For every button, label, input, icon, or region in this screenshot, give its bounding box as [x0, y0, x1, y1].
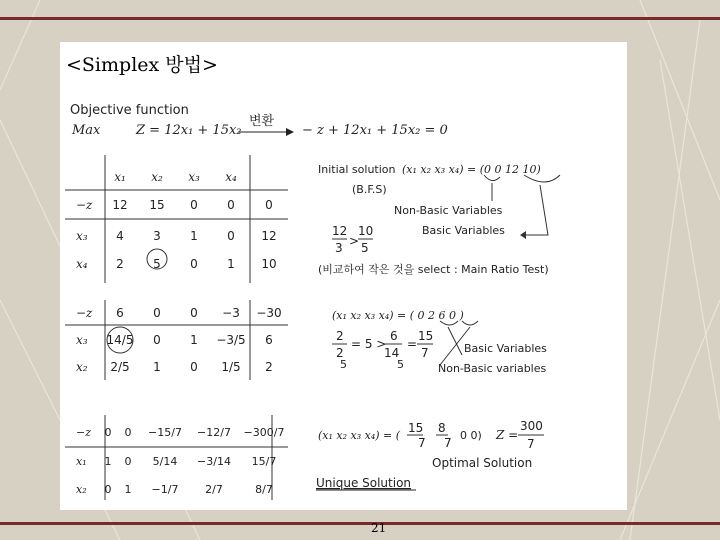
row-label: −z [76, 306, 93, 320]
basic-label: Basic Variables [422, 224, 505, 237]
notes-final [316, 419, 544, 490]
cell: 6 [265, 333, 273, 347]
cell: 3 [153, 229, 161, 243]
row-label: x₃ [76, 229, 88, 243]
value-den: 7 [444, 436, 452, 450]
cell: 8/7 [255, 483, 273, 496]
header-x3: x₃ [188, 170, 200, 184]
final-vector-prefix: (x₁ x₂ x₃ x₄) = ( [318, 429, 401, 442]
cell: 1 [190, 333, 198, 347]
ratio-comparison [332, 329, 433, 371]
cell: 0 [265, 198, 273, 212]
cell: 15/7 [251, 455, 277, 468]
cell: 0 [153, 306, 161, 320]
cell: 10 [261, 257, 277, 271]
row-label: −z [76, 198, 93, 212]
cell: 0 [190, 306, 198, 320]
initial-solution-vector: (x₁ x₂ x₃ x₄) = (0 0 12 10) [402, 163, 541, 176]
header-x4: x₄ [225, 170, 237, 184]
row-label: x₂ [76, 483, 87, 496]
z-num: 300 [520, 419, 543, 433]
fraction-num: 2 [336, 329, 344, 343]
cell: 0 [124, 455, 132, 468]
ratio-den2: 5 [361, 241, 369, 255]
value-den: 7 [418, 436, 426, 450]
ratio-test-label: (비교하여 작은 것을 select : Main Ratio Test) [318, 263, 549, 276]
ratio-num2: 10 [358, 224, 374, 238]
cell: 0 [190, 198, 198, 212]
tableau-second [65, 300, 288, 380]
cell: 0 [227, 229, 235, 243]
cell: 1 [153, 360, 161, 374]
notes-initial [318, 163, 560, 276]
value-num: 15 [408, 421, 424, 435]
fraction-den: 14 [384, 346, 400, 360]
fraction-den: 7 [421, 346, 429, 360]
cell: −3 [222, 306, 240, 320]
cell: −30 [256, 306, 282, 320]
transform-arrow [238, 128, 294, 136]
row-label: x₄ [76, 257, 88, 271]
cell: 2/7 [205, 483, 223, 496]
ratio-comparison [332, 224, 373, 255]
fraction-den: 2 [336, 346, 344, 360]
cell: 4 [116, 229, 124, 243]
cell: 6 [116, 306, 124, 320]
non-basic-label: Non-Basic variables [438, 362, 547, 375]
cell: −3/5 [216, 333, 246, 347]
cell: 1 [104, 455, 112, 468]
tableau-final [65, 415, 288, 500]
cell: 0 [190, 360, 198, 374]
fraction-sub: 5 [340, 358, 347, 371]
row-label: −z [76, 426, 92, 439]
cell: 12 [112, 198, 128, 212]
fraction-sub: 5 [397, 358, 404, 371]
objective-formula: Z = 12x₁ + 15x₂ [136, 123, 242, 138]
bottom-divider [0, 522, 720, 525]
top-divider [0, 17, 720, 20]
cell: −300/7 [243, 426, 285, 439]
cell: 1/5 [221, 360, 241, 374]
pointer-line [526, 185, 548, 235]
notes-second [332, 309, 547, 375]
cell: 5/14 [152, 455, 178, 468]
unique-solution-label: Unique Solution [316, 476, 412, 490]
brace [484, 175, 560, 182]
value-num: 8 [438, 421, 446, 435]
ratio-den1: 3 [335, 241, 343, 255]
cell: 0 [190, 257, 198, 271]
initial-solution-label: Initial solution [318, 163, 396, 176]
cell: 0 [104, 426, 112, 439]
header-x2: x₂ [151, 170, 163, 184]
bfs-label: (B.F.S) [352, 183, 387, 196]
row-label: x₃ [76, 333, 88, 347]
fraction-num: 6 [390, 329, 398, 343]
header-x1: x₁ [114, 170, 126, 184]
slide-title: <Simplex 방법> [66, 54, 218, 76]
cell: 1 [227, 257, 235, 271]
objective-label: Objective function [70, 103, 189, 118]
cell: 1 [190, 229, 198, 243]
pivot-cell: 14/5 [106, 333, 134, 347]
pivot-cell: 5 [153, 257, 161, 271]
ratio-mid: = 5 > [351, 337, 387, 351]
simplex-figure [60, 95, 627, 510]
cell: 0 [153, 333, 161, 347]
z-den: 7 [527, 437, 535, 451]
tableau-initial [65, 155, 288, 283]
transformed-objective: − z + 12x₁ + 15x₂ = 0 [302, 123, 448, 138]
objective-max: Max [72, 123, 101, 138]
z-label: Z = [496, 428, 519, 442]
basic-label: Basic Variables [464, 342, 547, 355]
cell: 2/5 [110, 360, 130, 374]
ratio-op: > [349, 234, 360, 248]
cell: −3/14 [197, 455, 231, 468]
final-vector-suffix: 0 0) [460, 429, 482, 442]
optimal-solution-label: Optimal Solution [432, 456, 533, 470]
row-label: x₁ [76, 455, 87, 468]
second-solution-vector: (x₁ x₂ x₃ x₄) = ( 0 2 6 0 ) [332, 309, 464, 322]
non-basic-label: Non-Basic Variables [394, 204, 503, 217]
cell: 1 [124, 483, 132, 496]
cell: −15/7 [148, 426, 182, 439]
cell: 0 [227, 198, 235, 212]
cell: −12/7 [197, 426, 231, 439]
cell: 15 [149, 198, 165, 212]
equals: = [407, 337, 418, 351]
arrow-head [520, 231, 526, 239]
transform-label: 변환 [249, 114, 275, 129]
cell: 0 [124, 426, 132, 439]
ratio-num1: 12 [332, 224, 348, 238]
cell: 12 [261, 229, 277, 243]
row-label: x₂ [76, 360, 88, 374]
cell: −1/7 [151, 483, 179, 496]
page-number: 21 [371, 521, 387, 535]
fraction-num: 15 [418, 329, 434, 343]
cell: 2 [265, 360, 273, 374]
cell: 2 [116, 257, 124, 271]
cell: 0 [104, 483, 112, 496]
